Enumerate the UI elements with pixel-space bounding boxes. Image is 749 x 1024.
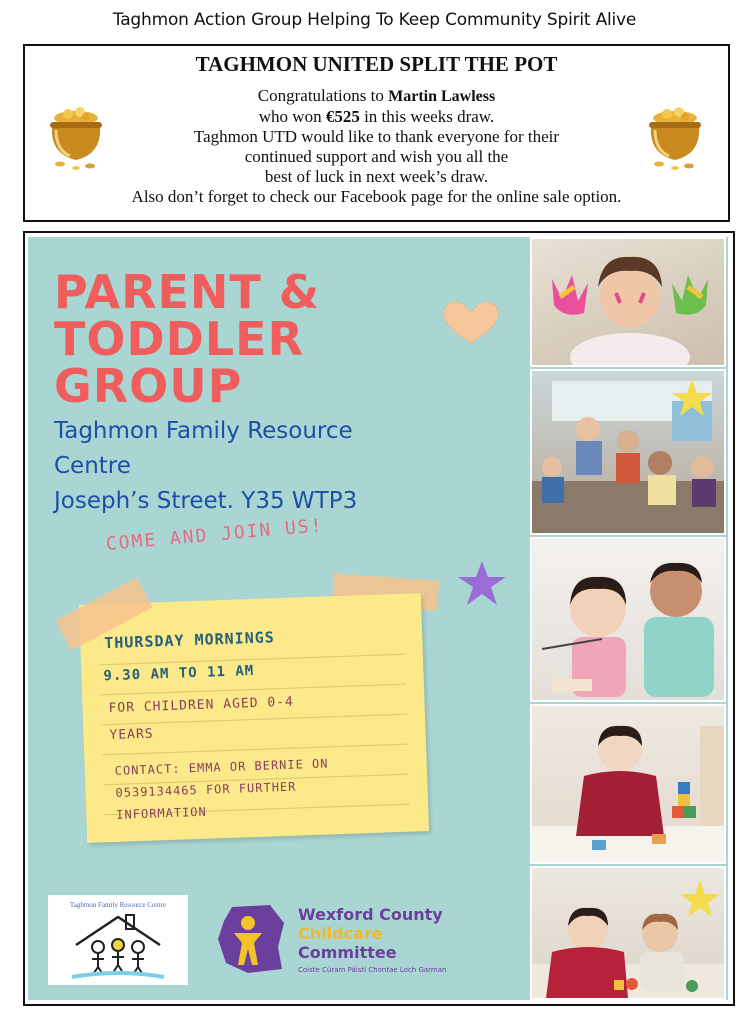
notice-line5: best of luck in next week’s draw.	[264, 167, 489, 186]
note-age-line1: FOR CHILDREN AGED 0-4	[108, 694, 295, 717]
notice-line3: Taghmon UTD would like to thank everyone for their	[193, 127, 560, 146]
children-playroom-illustration	[532, 371, 726, 535]
frc-logo-text: Taghmon Family Resource Centre	[69, 901, 167, 909]
house-family-icon	[68, 909, 168, 981]
notice-line1: Congratulations to	[257, 86, 389, 105]
children-painting-illustration	[532, 539, 726, 702]
photo-children-playroom	[530, 369, 726, 535]
toddler-blocks-illustration	[532, 706, 726, 864]
prize-amount: €525	[325, 107, 360, 126]
notice-line2-suffix: in this weeks draw.	[359, 107, 495, 126]
poster-title-line1: PARENT &	[54, 265, 320, 319]
notice-line2: who won	[258, 107, 326, 126]
child-painted-hands-illustration	[532, 239, 726, 367]
note-day: THURSDAY MORNINGS	[103, 628, 276, 653]
split-the-pot-notice	[23, 44, 730, 222]
note-contact-line1: CONTACT: EMMA OR BERNIE ON	[114, 756, 329, 778]
note-age-line2: YEARS	[109, 726, 154, 744]
note-contact-line2: 0539134465 FOR FURTHER	[115, 779, 297, 800]
wexford-line4: Coiste Cúram Páistí Chontae Loch Garman	[298, 966, 447, 974]
photo-children-painting	[530, 537, 726, 702]
venue-line2: Centre	[54, 453, 131, 479]
notice-line6: Also don’t forget to check our Facebook page for the online sale option.	[131, 187, 622, 206]
venue-line1: Taghmon Family Resource	[54, 418, 353, 444]
come-join-text: COME AND JOIN US!	[105, 515, 325, 555]
wexford-map-icon	[214, 903, 288, 975]
poster-title-line2: TODDLER	[54, 312, 305, 366]
pot-of-gold-icon	[639, 102, 711, 174]
note-time: 9.30 AM TO 11 AM	[103, 662, 255, 685]
children-toys-illustration	[532, 868, 726, 1000]
pot-of-gold-icon	[40, 102, 112, 174]
photo-child-painted-hands	[530, 237, 726, 367]
poster-title-line3: GROUP	[54, 359, 243, 413]
parent-toddler-poster	[28, 237, 728, 1000]
sticky-note	[79, 593, 429, 843]
page-header: Taghmon Action Group Helping To Keep Community Spirit Alive	[112, 10, 637, 30]
notice-line4: continued support and wish you all the	[244, 147, 509, 166]
heart-icon	[440, 299, 502, 347]
star-icon	[456, 559, 508, 607]
frc-logo	[48, 895, 188, 985]
wexford-line2: Childcare	[298, 924, 383, 943]
venue-line3: Joseph’s Street. Y35 WTP3	[54, 488, 358, 514]
notice-title: TAGHMON UNITED SPLIT THE POT	[195, 52, 558, 76]
photo-children-toys	[530, 866, 726, 1000]
notice-body	[25, 86, 728, 207]
note-contact-line3: INFORMATION	[116, 804, 207, 822]
wexford-line1: Wexford County	[298, 905, 443, 924]
photo-toddler-blocks	[530, 704, 726, 864]
winner-name: Martin Lawless	[388, 88, 496, 105]
wexford-line3: Committee	[298, 943, 397, 962]
